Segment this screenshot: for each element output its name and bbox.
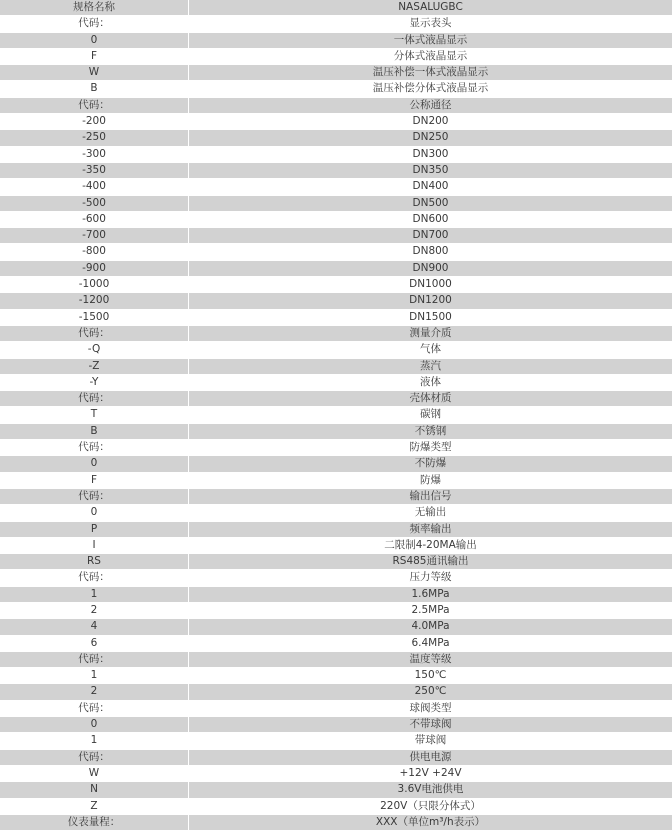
row-code-cell: 代码： [0,391,189,407]
row-code-cell: 0 [0,456,189,472]
row-description-cell: 一体式液晶显示 [189,32,672,48]
row-description-cell: DN200 [189,114,672,130]
row-code-cell: -Y [0,374,189,390]
row-code-cell: -800 [0,244,189,260]
row-description-cell: DN500 [189,195,672,211]
row-code-cell: 代码： [0,16,189,32]
table-row [0,537,672,553]
row-description-cell: 测量介质 [189,325,672,341]
table-row [0,0,672,16]
row-code-cell: 0 [0,717,189,733]
row-description-cell: DN400 [189,179,672,195]
row-code-cell: W [0,765,189,781]
row-code-cell: 代码： [0,570,189,586]
row-code-cell: P [0,521,189,537]
row-code-cell: 2 [0,602,189,618]
row-code-cell: 代码： [0,700,189,716]
table-row [0,440,672,456]
table-row [0,244,672,260]
table-row [0,668,672,684]
row-code-cell: W [0,65,189,81]
table-row [0,293,672,309]
table-row [0,456,672,472]
row-description-cell: 二限制4-20MA输出 [189,537,672,553]
row-description-cell: RS485通讯输出 [189,554,672,570]
table-row [0,619,672,635]
row-description-cell: 不带球阀 [189,717,672,733]
row-description-cell: 温度等级 [189,651,672,667]
row-code-cell: -250 [0,130,189,146]
row-description-cell: 3.6V电池供电 [189,782,672,798]
table-row [0,749,672,765]
row-description-cell: 250℃ [189,684,672,700]
table-row [0,472,672,488]
row-description-cell: 压力等级 [189,570,672,586]
table-row [0,684,672,700]
row-code-cell: 1 [0,668,189,684]
row-code-cell: T [0,407,189,423]
table-row [0,374,672,390]
row-code-cell: 代码： [0,97,189,113]
row-description-cell: 6.4MPa [189,635,672,651]
table-row [0,81,672,97]
row-description-cell: XXX（单位m³/h表示） [189,814,672,830]
table-row [0,48,672,64]
table-row [0,586,672,602]
row-code-cell: B [0,81,189,97]
row-description-cell: DN1200 [189,293,672,309]
row-code-cell: -500 [0,195,189,211]
row-description-cell: 不锈钢 [189,423,672,439]
row-description-cell: 分体式液晶显示 [189,48,672,64]
table-row [0,700,672,716]
row-description-cell: 蒸汽 [189,358,672,374]
row-description-cell: DN1000 [189,277,672,293]
row-code-cell: 4 [0,619,189,635]
row-description-cell: DN300 [189,146,672,162]
row-code-cell: 代码： [0,651,189,667]
row-description-cell: 带球阀 [189,733,672,749]
row-description-cell: DN800 [189,244,672,260]
row-code-cell: 代码： [0,440,189,456]
row-description-cell: 输出信号 [189,488,672,504]
table-row [0,65,672,81]
table-row [0,228,672,244]
row-code-cell: Z [0,798,189,814]
row-description-cell: 无输出 [189,505,672,521]
row-description-cell: 液体 [189,374,672,390]
table-row [0,814,672,830]
table-row [0,488,672,504]
row-description-cell: DN600 [189,211,672,227]
table-row [0,554,672,570]
table-row [0,570,672,586]
table-row [0,651,672,667]
row-description-cell: 温压补偿分体式液晶显示 [189,81,672,97]
row-code-cell: -350 [0,162,189,178]
row-code-cell: I [0,537,189,553]
row-description-cell: 1.6MPa [189,586,672,602]
row-code-cell: N [0,782,189,798]
table-row [0,782,672,798]
row-code-cell: B [0,423,189,439]
row-description-cell: 公称通径 [189,97,672,113]
table-row [0,260,672,276]
row-description-cell: 2.5MPa [189,602,672,618]
row-code-cell: -1500 [0,309,189,325]
row-code-cell: -300 [0,146,189,162]
row-description-cell: 防爆 [189,472,672,488]
row-code-cell: 1 [0,733,189,749]
row-description-cell: DN900 [189,260,672,276]
table-row [0,733,672,749]
row-code-cell: -700 [0,228,189,244]
table-row [0,114,672,130]
row-code-cell: -400 [0,179,189,195]
row-description-cell: NASALUGBC [189,0,672,16]
table-row [0,97,672,113]
table-row [0,635,672,651]
row-code-cell: 仪表量程： [0,814,189,830]
row-code-cell: 代码： [0,749,189,765]
row-code-cell: F [0,472,189,488]
row-description-cell: 显示表头 [189,16,672,32]
row-description-cell: 150℃ [189,668,672,684]
row-description-cell: 不防爆 [189,456,672,472]
table-row [0,765,672,781]
row-code-cell: -Z [0,358,189,374]
table-row [0,162,672,178]
row-description-cell: DN250 [189,130,672,146]
table-row [0,505,672,521]
table-row [0,211,672,227]
row-code-cell: 代码： [0,325,189,341]
row-code-cell: -1200 [0,293,189,309]
row-description-cell: +12V +24V [189,765,672,781]
row-description-cell: 防爆类型 [189,440,672,456]
row-code-cell: RS [0,554,189,570]
table-row [0,130,672,146]
row-code-cell: 2 [0,684,189,700]
row-description-cell: 气体 [189,342,672,358]
table-row [0,146,672,162]
row-code-cell: 0 [0,32,189,48]
row-description-cell: 碳钢 [189,407,672,423]
table-row [0,358,672,374]
row-code-cell: F [0,48,189,64]
row-code-cell: 0 [0,505,189,521]
table-row [0,32,672,48]
row-description-cell: 球阀类型 [189,700,672,716]
row-code-cell: -200 [0,114,189,130]
row-code-cell: -600 [0,211,189,227]
table-row [0,309,672,325]
table-row [0,423,672,439]
row-code-cell: 规格名称 [0,0,189,16]
row-description-cell: 壳体材质 [189,391,672,407]
table-row [0,798,672,814]
row-description-cell: DN700 [189,228,672,244]
table-row [0,602,672,618]
table-row [0,521,672,537]
row-code-cell: -Q [0,342,189,358]
table-row [0,717,672,733]
table-row [0,391,672,407]
row-description-cell: 220V（只限分体式） [189,798,672,814]
row-description-cell: 温压补偿一体式液晶显示 [189,65,672,81]
table-row [0,16,672,32]
row-description-cell: 供电电源 [189,749,672,765]
table-row [0,342,672,358]
row-code-cell: 代码： [0,488,189,504]
row-description-cell: 频率输出 [189,521,672,537]
table-row [0,407,672,423]
row-description-cell: DN350 [189,162,672,178]
row-description-cell: 4.0MPa [189,619,672,635]
row-code-cell: 1 [0,586,189,602]
table-row [0,325,672,341]
row-code-cell: -900 [0,260,189,276]
table-row [0,179,672,195]
row-code-cell: -1000 [0,277,189,293]
row-description-cell: DN1500 [189,309,672,325]
table-row [0,277,672,293]
row-code-cell: 6 [0,635,189,651]
table-row [0,195,672,211]
